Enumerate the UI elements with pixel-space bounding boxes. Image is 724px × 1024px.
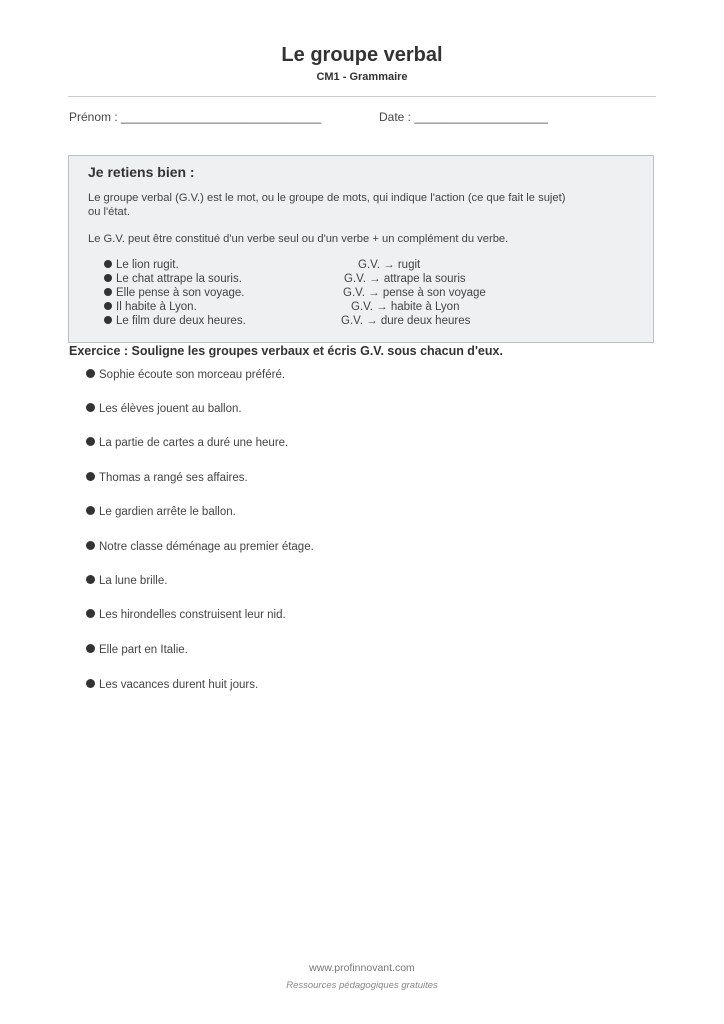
example-gv: G.V. → rugit <box>358 259 421 271</box>
date-field: Date : ____________________ <box>379 110 548 124</box>
bullet-icon <box>86 472 95 481</box>
exercise-item: Les hirondelles construisent leur nid. <box>86 609 286 621</box>
exercise-item: La lune brille. <box>86 575 167 587</box>
example-sentence: Le lion rugit. <box>116 259 179 271</box>
page-subtitle: CM1 - Grammaire <box>316 71 408 83</box>
exercise-item: Les élèves jouent au ballon. <box>86 403 242 415</box>
exercise-item: Thomas a rangé ses affaires. <box>86 472 248 484</box>
footer-url: www.profinnovant.com <box>309 962 415 974</box>
bullet-icon <box>86 679 95 688</box>
bullet-icon <box>86 575 95 584</box>
footer-tagline: Ressources pédagogiques gratuites <box>286 980 438 991</box>
bullet-icon <box>104 316 112 324</box>
bullet-icon <box>86 644 95 653</box>
exercise-item: La partie de cartes a duré une heure. <box>86 437 288 449</box>
example-gv: G.V. → attrape la souris <box>344 273 466 285</box>
lesson-paragraph-1: Le groupe verbal (G.V.) est le mot, ou le groupe de mots, qui indique l'action (ce que fait le sujet) ou l'état. <box>88 192 566 218</box>
bullet-icon <box>86 437 95 446</box>
exercise-item: Sophie écoute son morceau préféré. <box>86 369 285 381</box>
example-sentence: Il habite à Lyon. <box>116 301 197 313</box>
example-gv: G.V. → dure deux heures <box>341 315 471 327</box>
exercise-item: Elle part en Italie. <box>86 644 188 656</box>
lesson-paragraph-2: Le G.V. peut être constitué d'un verbe seul ou d'un verbe + un complément du verbe. <box>88 233 509 245</box>
bullet-icon <box>104 288 112 296</box>
page-title: Le groupe verbal <box>281 44 443 66</box>
example-gv: G.V. → habite à Lyon <box>351 301 460 313</box>
lesson-box <box>68 155 654 343</box>
example-sentence: Le film dure deux heures. <box>116 315 246 327</box>
bullet-icon <box>104 260 112 268</box>
header-divider <box>68 96 656 97</box>
bullet-icon <box>86 541 95 550</box>
bullet-icon <box>104 302 112 310</box>
bullet-icon <box>86 506 95 515</box>
example-sentence: Elle pense à son voyage. <box>116 287 245 299</box>
exercise-item: Le gardien arrête le ballon. <box>86 506 236 518</box>
lesson-title: Je retiens bien : <box>88 164 195 180</box>
example-gv: G.V. → pense à son voyage <box>343 287 486 299</box>
bullet-icon <box>86 609 95 618</box>
exercise-item: Notre classe déménage au premier étage. <box>86 541 314 553</box>
prenom-field: Prénom : ______________________________ <box>69 110 322 124</box>
example-sentence: Le chat attrape la souris. <box>116 273 242 285</box>
exercise-title: Exercice : Souligne les groupes verbaux et écris G.V. sous chacun d'eux. <box>69 344 503 358</box>
exercise-item: Les vacances durent huit jours. <box>86 679 258 691</box>
bullet-icon <box>104 274 112 282</box>
bullet-icon <box>86 403 95 412</box>
bullet-icon <box>86 369 95 378</box>
